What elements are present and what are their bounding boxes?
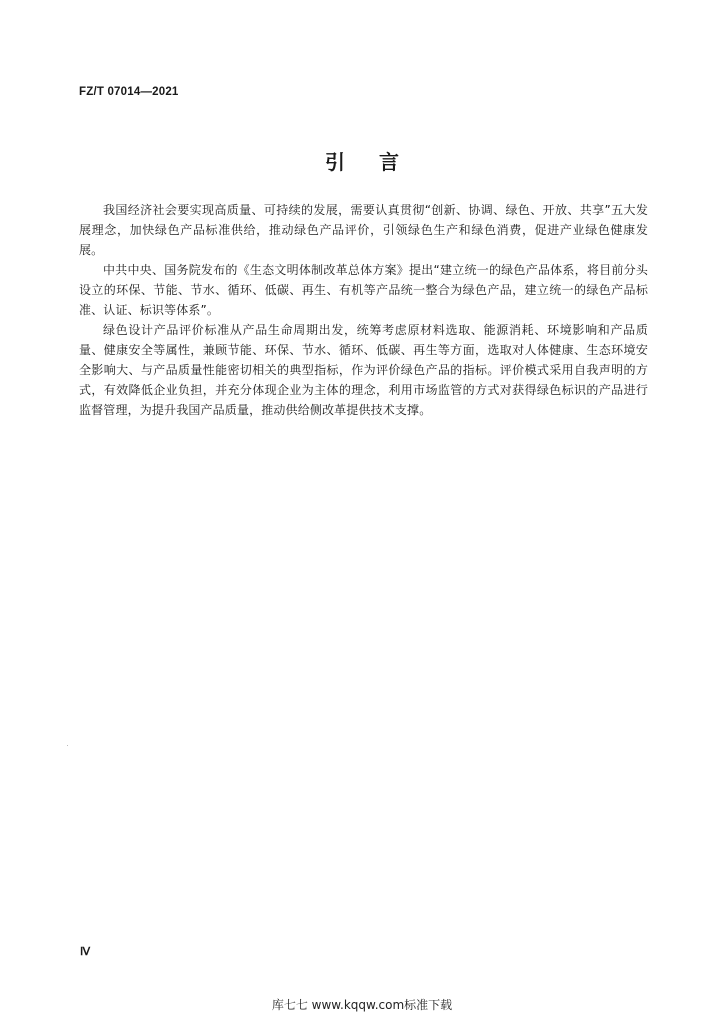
footer-watermark: 库七七 www.kqqw.com标准下载 (271, 998, 453, 1012)
page-title: 引言 (325, 150, 433, 174)
scan-speck (67, 745, 68, 746)
paragraph-3: 绿色设计产品评价标准从产品生命周期出发，统筹考虑原材料选取、能源消耗、环境影响和产品质量、健康安全等属性，兼顾节能、环保、节水、循环、低碳、再生等方面，选取对人体健康、生态环境安全影响大、与产品质量性能密切相关的典型指标，作为评价绿色产品的指标。评价模式采用自我声明的方式，有效降低企业负担，并充分体现企业为主体的理念，利用市场监管的方式对获得绿色标识的产品进行监督管理，为提升我国产品质量，推动供给侧改革提供技术支撑。 (79, 323, 648, 417)
paragraph-2: 中共中央、国务院发布的《生态文明体制改革总体方案》提出“建立统一的绿色产品体系，将目前分头设立的环保、节能、节水、循环、低碳、再生、有机等产品统一整合为绿色产品，建立统一的绿色产品标准、认证、标识等体系”。 (79, 263, 648, 317)
page-number: Ⅳ (80, 946, 91, 958)
paragraph-1: 我国经济社会要实现高质量、可持续的发展，需要认真贯彻“创新、协调、绿色、开放、共享”五大发展理念，加快绿色产品标准供给，推动绿色产品评价，引领绿色生产和绿色消费，促进产业绿色健康发展。 (79, 203, 648, 257)
body-content (79, 200, 648, 420)
standard-code: FZ/T 07014—2021 (79, 86, 179, 98)
